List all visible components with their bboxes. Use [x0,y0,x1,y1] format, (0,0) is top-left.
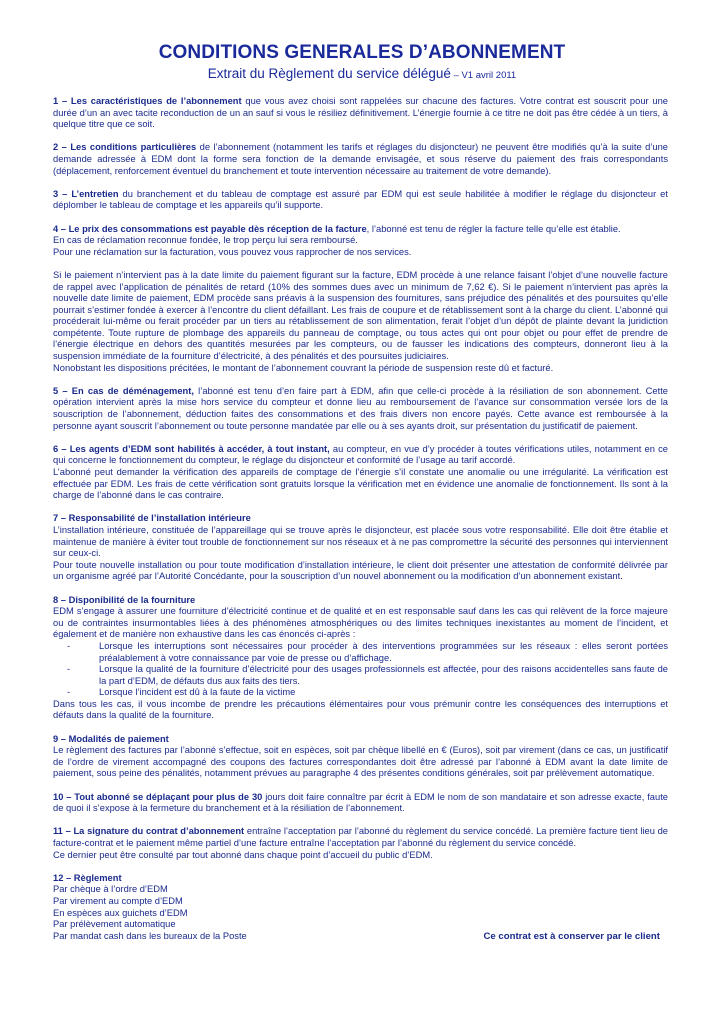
section-4 [53,224,668,375]
section-2 [53,142,668,177]
section-heading: 12 – Règlement [53,872,122,883]
section-5 [53,386,668,432]
section-paragraph: Dans tous les cas, il vous incombe de prendre les précautions élémentaires pour vous prémunir contre les conséquences des interruptions et défauts dans la qualité de la fourniture. [53,698,668,721]
version-label: – V1 avril 2011 [450,70,517,81]
list-item: En espèces aux guichets d’EDM [53,907,188,918]
section-heading: 4 – Le prix des consommations est payable dès réception de la facture [53,223,367,234]
list-item: Par mandat cash dans les bureaux de la Poste [53,930,247,941]
section-1 [53,96,668,131]
document-body [53,96,668,954]
list-item: Par chèque à l’ordre d’EDM [53,884,168,895]
section-text: Nonobstant les dispositions précitées, le montant de l’abonnement couvrant la période de suspension reste dû et facturé. [53,362,554,373]
section-text: de l’abonnement (notamment les tarifs et réglages du disjoncteur) ne peuvent être modifiés qu’à la suite d’une demande adressée à EDM dont la forme sera fonction de la demande envisagée, et sous réserve du paiement des frais correspondants (déplacement, renforcement éventuel du branchement et toute intervention nécessaire au traitement de votre demande). [53,142,668,176]
section-text: au compteur, en vue d’y procéder à toutes vérifications utiles, notamment en ce qui concerne le fonctionnement du compteur, le réglage du disjoncteur et conformité de l’usage au tarif accordé. [53,443,668,466]
section-12 [53,873,668,943]
section-heading: 7 – Responsabilité de l’installation intérieure [53,513,251,524]
section-11 [53,826,668,861]
keep-contract-note: Ce contrat est à conserver par le client [483,930,660,942]
list-item: - Lorsque les interruptions sont nécessaires pour procéder à des interventions programmées sur les réseaux : elles seront portées préalablement à votre connaissance par voie de presse ou d’affichage. [67,640,668,663]
section-heading: 1 – Les caractéristiques de l’abonnement [53,96,242,106]
section-heading: 8 – Disponibilité de la fourniture [53,594,196,605]
section-heading: 5 – En cas de déménagement, [53,385,194,396]
section-paragraph: Si le paiement n’intervient pas à la date limite du paiement figurant sur la facture, EDM procède à une relance faisant l’objet d’une nouvelle facture de rappel avec l’application de pénalités de retard (10% des sommes dues avec un minimum de 7,62 €). Si le paiement n’intervient pas après la nouvelle date limite de paiement, EDM procède sans préavis à la suspension des fournitures, sans préjudice des pénalités et des poursuites qu’elle pourrait s’estimer fondée à exercer à l’encontre du client défaillant. Les frais de coupure et de rétablissement sont à la charge du client. L’abonné qui procéderait lui-même ou ferait procéder par un tiers au rétablissement de son alimentation, ferait l’objet d’un dépôt de plainte devant la juridiction compétente. Toute rupture de plombage des appareils du panneau de comptage, ou tous actes qui ont pour objet ou pour effet de prendre de l’énergie électrique en dehors des quantités mesurées par les compteurs, ou de fausser les indications des compteurs, donneront lieu à la suspension immédiate de la fourniture d’électricité, à des pénalités et des poursuites judiciaires. [53,269,668,362]
section-9 [53,734,668,780]
list-item: Par virement au compte d’EDM [53,895,183,906]
section-heading: 9 – Modalités de paiement [53,733,169,744]
section-text: EDM s’engage à assurer une fourniture d’électricité continue et de qualité et en est responsable sauf dans les cas qui relèvent de la force majeure ou de contraintes insurmontables liées à des phénomènes atmosphériques ou des limites techniques inexistantes au moment de l’incident, et également et de manière non exhaustive dans les cas énoncés ci-après : [53,606,668,640]
section-8 [53,595,668,723]
list-item: - Lorsque la qualité de la fourniture d’électricité pour des usages professionnels est affectée, pour des raisons accidentelles sans faute de la part d’EDM, de défauts dus aux faits des tiers. [67,664,668,686]
section-text: entraîne l’acceptation par l’abonné du règlement du service concédé. La première facture tient lieu de facture-contrat et le paiement même partiel d’une facture entraîne l’acceptation par l’abonné du règlement du service concédé. [53,826,668,848]
section-heading: 11 – La signature du contrat d’abonnement [53,826,245,837]
section-text: du branchement et du tableau de comptage est assuré par EDM qui est seule habilitée à modifier le réglage du disjoncteur et déplomber le tableau de comptage et les appareils qu’il supporte. [53,188,668,211]
section-text: Pour une réclamation sur la facturation, vous pouvez vous rapprocher de nos services. [53,246,412,257]
bullet-list [53,641,668,699]
section-text: , l’abonné est tenu de régler la facture telle qu’elle est établie. [366,223,621,234]
section-text: que vous avez choisi sont rappelées sur chacune des factures. Votre contrat est souscrit pour une durée d’un an avec tacite reconduction de un an sauf si vous le résiliez définitivement. L’énergie fournie à ce titre ne doit pas être cédée à un tiers, à quelque titre que ce soit. [53,96,668,130]
section-3 [53,189,668,212]
section-heading: 6 – Les agents d’EDM sont habilités à accéder, à tout instant, [53,443,330,454]
list-item: - Lorsque l’incident est dû à la faute de la victime [67,687,296,698]
section-text: Ce dernier peut être consulté par tout abonné dans chaque point d’accueil du public d’EDM. [53,849,433,860]
section-text: Le règlement des factures par l’abonné s’effectue, soit en espèces, soit par chèque libellé en € (Euros), soit par virement (dans ce cas, un justificatif de l’ordre de virement accompagné des coupons des factures correspondantes doit être adressé par l’abonné à EDM avant la date limite de paiement, sous peine des pénalités, notamment prévues au paragraphe 4 des présentes conditions générales, soit par prélèvement automatique. [53,745,668,779]
document-subtitle [0,66,724,81]
section-10 [53,792,668,815]
section-paragraph: Pour toute nouvelle installation ou pour toute modification d’installation intérieure, le client doit présenter une attestation de conformité délivrée par un organisme agréé par l’Autorité Concédante, pour la souscription d’un nouvel abonnement ou la modification d’un abonnement existant. [53,559,668,582]
section-text: En cas de réclamation reconnue fondée, le trop perçu lui sera remboursé. [53,235,358,246]
section-text: l’abonné est tenu d’en faire part à EDM, afin que celle-ci procède à la résiliation de son abonnement. Cette opération intervient après la mise hors service du compteur et donne lieu au remboursement de l’avance sur consommation versée lors de la souscription de l’abonnement, déduction faites des consommations et des frais divers non encore payés. Cette avance est remboursée à la personne ayant souscrit l’abonnement ou toute personne mandatée par elle ou à ses ayants droit, sur présentation du justificatif de paiement. [53,385,669,431]
document-title: CONDITIONS GENERALES D’ABONNEMENT [158,42,566,63]
section-7 [53,513,668,583]
section-text: jours doit faire connaître par écrit à EDM le nom de son mandataire et son adresse exacte, faute de quoi il s’expose à la fermeture du branchement et à la résiliation de l’abonnement. [53,791,668,814]
subtitle-text: Extrait du Règlement du service délégué [207,66,451,81]
section-text: L’installation intérieure, constituée de l’appareillage qui se trouve après le disjoncteur, est placée sous votre responsabilité. Elle doit être établie et maintenue de manière à éviter tout trouble de fonctionnement sur nos réseaux et à ne pas compromettre la sécurité des personnes qui interviennent sur ceux-ci. [53,524,668,559]
section-heading: 10 – Tout abonné se déplaçant pour plus de 30 [53,791,263,802]
section-6 [53,444,668,502]
section-heading: 2 – Les conditions particulières [53,142,197,153]
section-paragraph: L’abonné peut demander la vérification des appareils de comptage de l’énergie s’il constate une anomalie ou une irrégularité. La vérification est effectuée par EDM. Les frais de cette vérification sont gratuits lorsque la vérification met en évidence une anomalie de fonctionnement. Ils sont à la charge de l’abonné dans le cas contraire. [53,467,668,501]
section-heading: 3 – L’entretien [53,188,119,199]
list-item: Par prélèvement automatique [53,919,176,930]
